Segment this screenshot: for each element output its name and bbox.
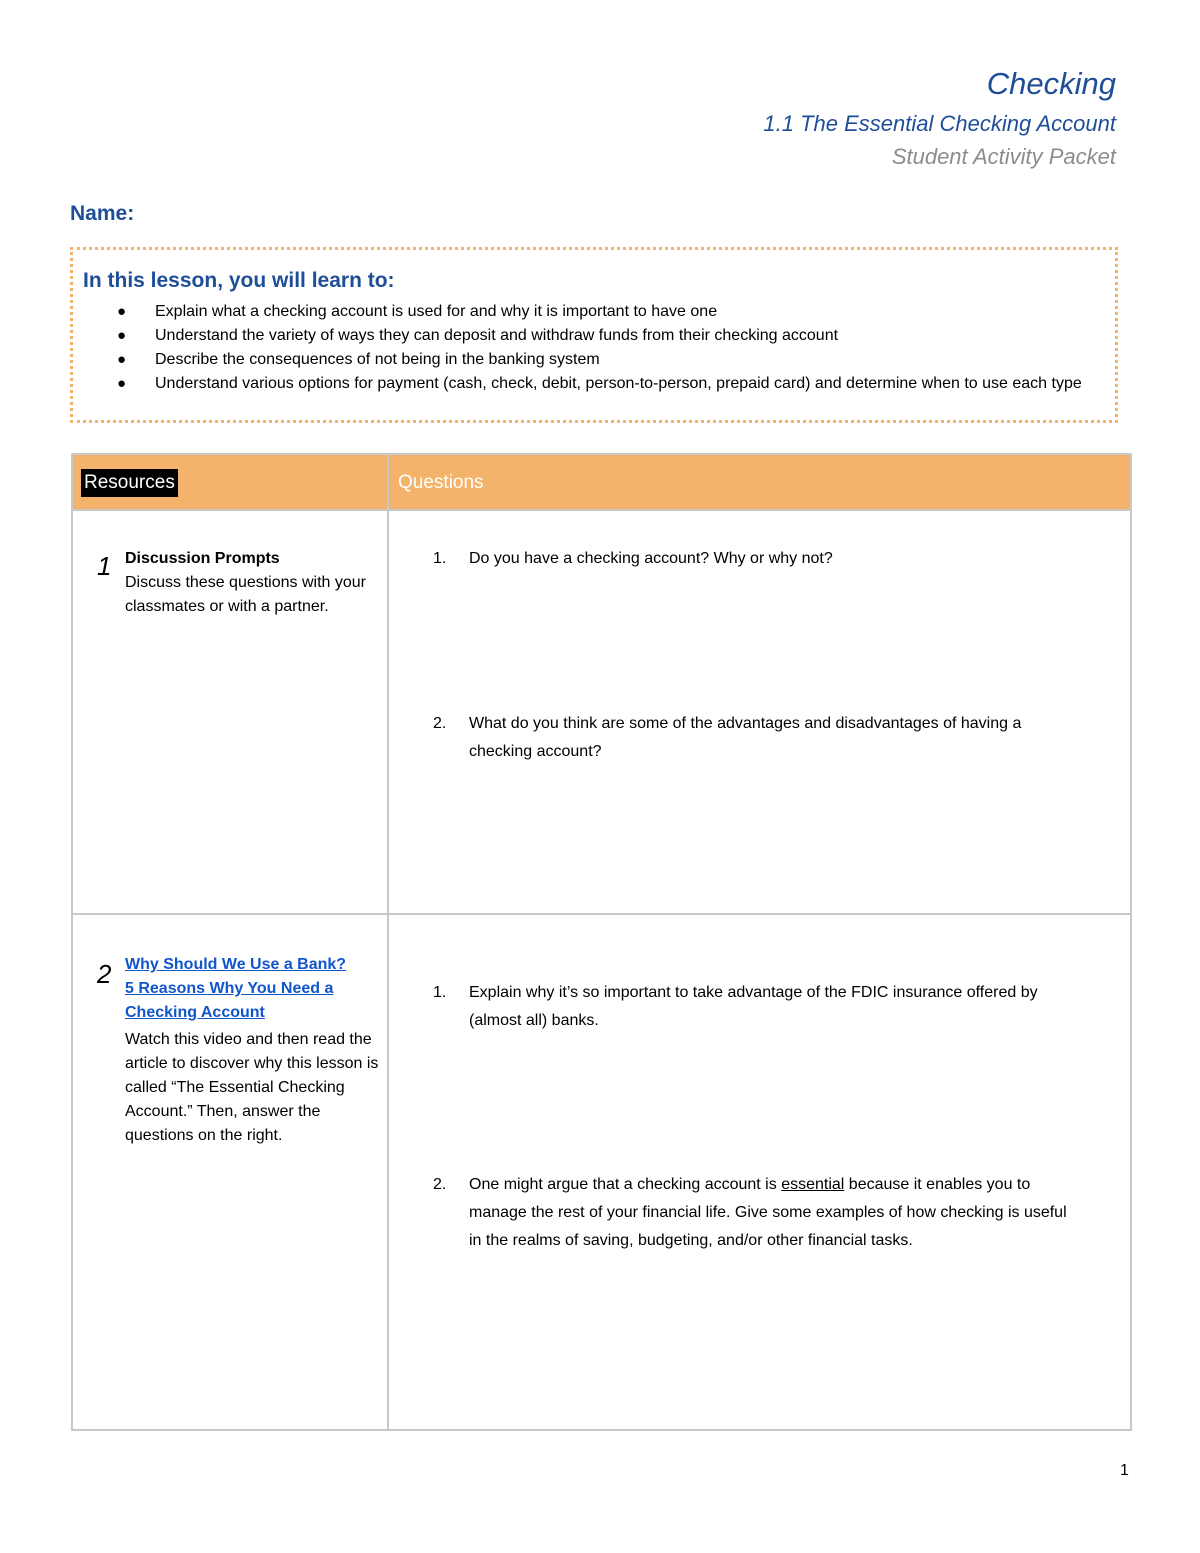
resource-text: Discuss these questions with your classmates or with a partner.: [125, 574, 366, 615]
question-text: What do you think are some of the advantages and disadvantages of having a checking account?: [469, 715, 1022, 760]
question-text: Explain why it’s so important to take advantage of the FDIC insurance offered by (almost all) banks.: [469, 984, 1038, 1029]
question-item: [433, 979, 1083, 1035]
document-header: [763, 62, 1116, 173]
question-item: [433, 710, 1083, 766]
table-row: [72, 510, 1131, 914]
emphasis-underlined: essential: [781, 1176, 845, 1193]
resource-body: [125, 953, 383, 1148]
activity-table: [71, 453, 1132, 1431]
list-item: ● Understand the variety of ways they can deposit and withdraw funds from their checking account: [83, 324, 1105, 348]
question-number: 1.: [433, 984, 447, 1001]
packet-label: Student Activity Packet: [891, 144, 1116, 169]
resource-heading: Discussion Prompts: [125, 550, 280, 567]
section-number: 1: [97, 551, 112, 581]
list-item: ● Understand various options for payment (cash, check, debit, person-to-person, prepaid card) and determine when to use each type: [83, 372, 1105, 396]
resources-column-header: Resources: [72, 454, 388, 510]
section-number: 2: [97, 959, 112, 989]
page-number: 1: [1120, 1462, 1129, 1479]
resource-cell: [72, 510, 388, 914]
question-number: 1.: [433, 550, 447, 567]
bullet-icon: ●: [117, 303, 127, 320]
list-item: ● Describe the consequences of not being in the banking system: [83, 348, 1105, 372]
question-text: Do you have a checking account? Why or why not?: [469, 550, 833, 567]
bullet-icon: ●: [117, 351, 127, 368]
name-label: Name:: [70, 202, 135, 225]
table-row: [72, 914, 1131, 1430]
objectives-list: [83, 300, 1105, 396]
video-link[interactable]: Why Should We Use a Bank?: [125, 956, 347, 973]
resource-text: Watch this video and then read the article to discover why this lesson is called “The Essential Checking Account.” Then, answer the questions on the right.: [125, 1031, 379, 1144]
learning-objectives-box: [70, 247, 1118, 423]
question-number: 2.: [433, 1176, 447, 1193]
resource-body: [125, 547, 383, 619]
lesson-title: 1.1 The Essential Checking Account: [763, 111, 1116, 136]
questions-cell: [388, 510, 1131, 914]
table-header-row: [72, 454, 1131, 510]
question-text: One might argue that a checking account is essential because it enables you to manage the rest of your financial life. Give some examples of how checking is useful in the realms of saving, budgeting, and/or other financial tasks.: [469, 1176, 1067, 1249]
questions-column-header: Questions: [388, 454, 1131, 510]
bullet-icon: ●: [117, 375, 127, 392]
list-item: ● Explain what a checking account is used for and why it is important to have one: [83, 300, 1105, 324]
questions-cell: [388, 914, 1131, 1430]
article-link[interactable]: 5 Reasons Why You Need a Checking Account: [125, 980, 334, 1021]
question-item: [433, 1171, 1083, 1255]
objectives-title: In this lesson, you will learn to:: [83, 269, 395, 292]
document-title: Checking: [986, 66, 1116, 101]
question-item: [433, 545, 1083, 573]
bullet-icon: ●: [117, 327, 127, 344]
question-number: 2.: [433, 715, 447, 732]
resource-cell: [72, 914, 388, 1430]
